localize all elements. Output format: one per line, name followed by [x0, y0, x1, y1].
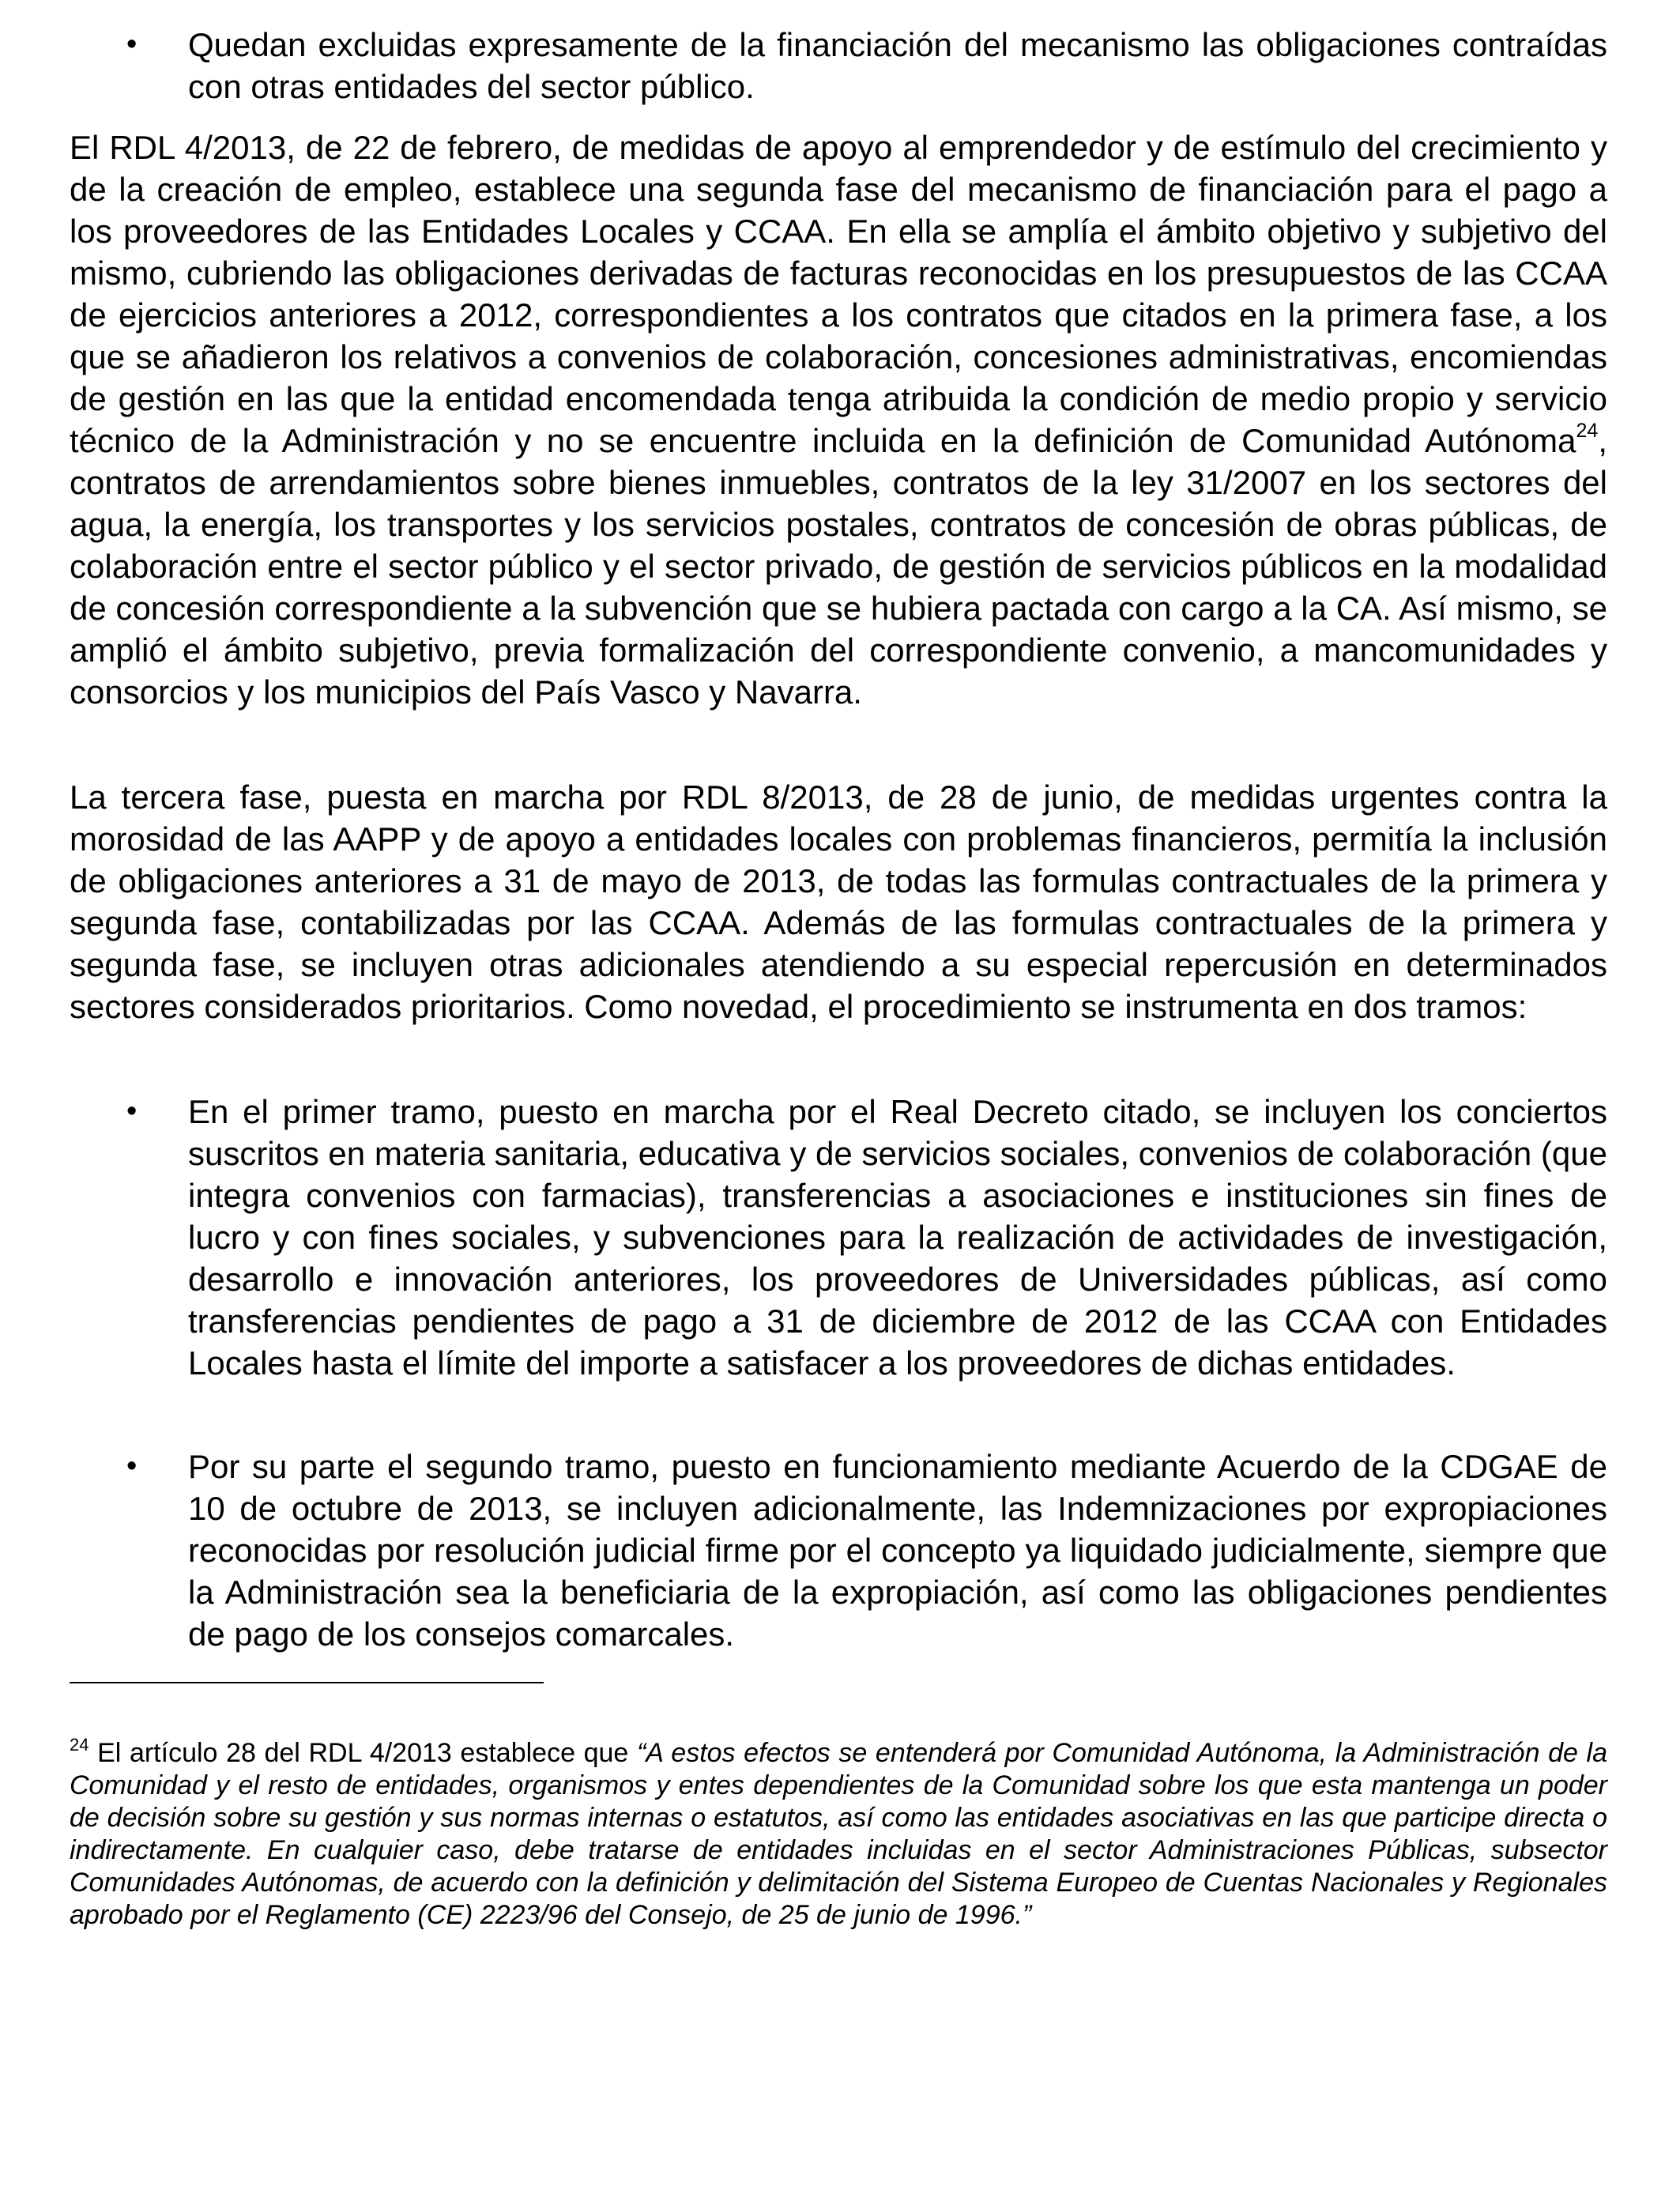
footnote-quote: “A estos efectos se entenderá por Comunidad Autónoma, la Administración de la Comunidad y el resto de entidades, organismos y entes dependientes de la Comunidad sobre los que esta mantenga un poder de decisión sobre su gestión y sus normas internas o estatutos, así como las entidades asociativas en las que participe directa o indirectamente. En cualquier caso, debe tratarse de entidades incluidas en el sector Administraciones Públicas, subsector Comunidades Autónomas, de acuerdo con la definición y delimitación del Sistema Europeo de Cuentas Nacionales y Regionales aprobado por el Reglamento (CE) 2223/96 del Consejo, de 25 de junio de 1996.” — [70, 1738, 1607, 1930]
bullet-marker: • — [126, 28, 137, 61]
bullet-text: Quedan excluidas expresamente de la financiación del mecanismo las obligaciones contraídas con otras entidades del sector público. — [188, 26, 1607, 105]
paragraph-second-phase — [70, 126, 1607, 713]
footnote-reference: 24 — [1576, 420, 1599, 442]
footnote-intro: El artículo 28 del RDL 4/2013 establece que — [89, 1738, 637, 1768]
paragraph-text-after-ref: , contratos de arrendamientos sobre bienes inmuebles, contratos de la ley 31/2007 en los sectores del agua, la energía, los transportes y los servicios postales, contratos de concesión de obras públicas, de colaboración entre el sector público y el sector privado, de gestión de servicios públicos en la modalidad de concesión correspondiente a la subvención que se hubiera pactada con cargo a la CA. Así mismo, se amplió el ámbito subjetivo, previa formalización del correspondiente convenio, a mancomunidades y consorcios y los municipios del País Vasco y Navarra. — [70, 422, 1607, 711]
bullet-text: En el primer tramo, puesto en marcha por el Real Decreto citado, se incluyen los conciertos suscritos en materia sanitaria, educativa y de servicios sociales, convenios de colaboración (que integra convenios con farmacias), transferencias a asociaciones e instituciones sin fines de lucro y con fines sociales, y subvenciones para la realización de actividades de investigación, desarrollo e innovación anteriores, los proveedores de Universidades públicas, así como transferencias pendientes de pago a 31 de diciembre de 2012 de las CCAA con Entidades Locales hasta el límite del importe a satisfacer a los proveedores de dichas entidades. — [188, 1093, 1607, 1382]
paragraph-third-phase: La tercera fase, puesta en marcha por RDL 8/2013, de 28 de junio, de medidas urgentes contra la morosidad de las AAPP y de apoyo a entidades locales con problemas financieros, permitía la inclusión de obligaciones anteriores a 31 de mayo de 2013, de todas las formulas contractuales de la primera y segunda fase, contabilizadas por las CCAA. Además de las formulas contractuales de la primera y segunda fase, se incluyen otras adicionales atendiendo a su especial repercusión en determinados sectores considerados prioritarios. Como novedad, el procedimiento se instrumenta en dos tramos: — [70, 778, 1607, 1025]
bullet-text: Por su parte el segundo tramo, puesto en funcionamiento mediante Acuerdo de la CDGAE de 10 de octubre de 2013, se incluyen adicionalmente, las Indemnizaciones por expropiaciones reconocidas por resolución judicial firme por el concepto ya liquidado judicialmente, siempre que la Administración sea la beneficiaria de la expropiación, así como las obligaciones pendientes de pago de los consejos comarcales. — [188, 1448, 1607, 1653]
paragraph-text-before-ref: El RDL 4/2013, de 22 de febrero, de medidas de apoyo al emprendedor y de estímulo del crecimiento y de la creación de empleo, establece una segunda fase del mecanismo de financiación para el pago a los proveedores de las Entidades Locales y CCAA. En ella se amplía el ámbito objetivo y subjetivo del mismo, cubriendo las obligaciones derivadas de facturas reconocidas en los presupuestos de las CCAA de ejercicios anteriores a 2012, correspondientes a los contratos que citados en la primera fase, a los que se añadieron los relativos a convenios de colaboración, concesiones administrativas, encomiendas de gestión en las que la entidad encomendada tenga atribuida la condición de medio propio y servicio técnico de la Administración y no se encuentre incluida en la definición de Comunidad Autónoma — [70, 129, 1607, 459]
bullet-marker: • — [126, 1449, 137, 1483]
bullet-marker: • — [126, 1095, 137, 1128]
footnote-24 — [70, 1734, 1607, 1932]
footnote-separator — [70, 1682, 544, 1683]
footnote-number: 24 — [70, 1734, 89, 1755]
